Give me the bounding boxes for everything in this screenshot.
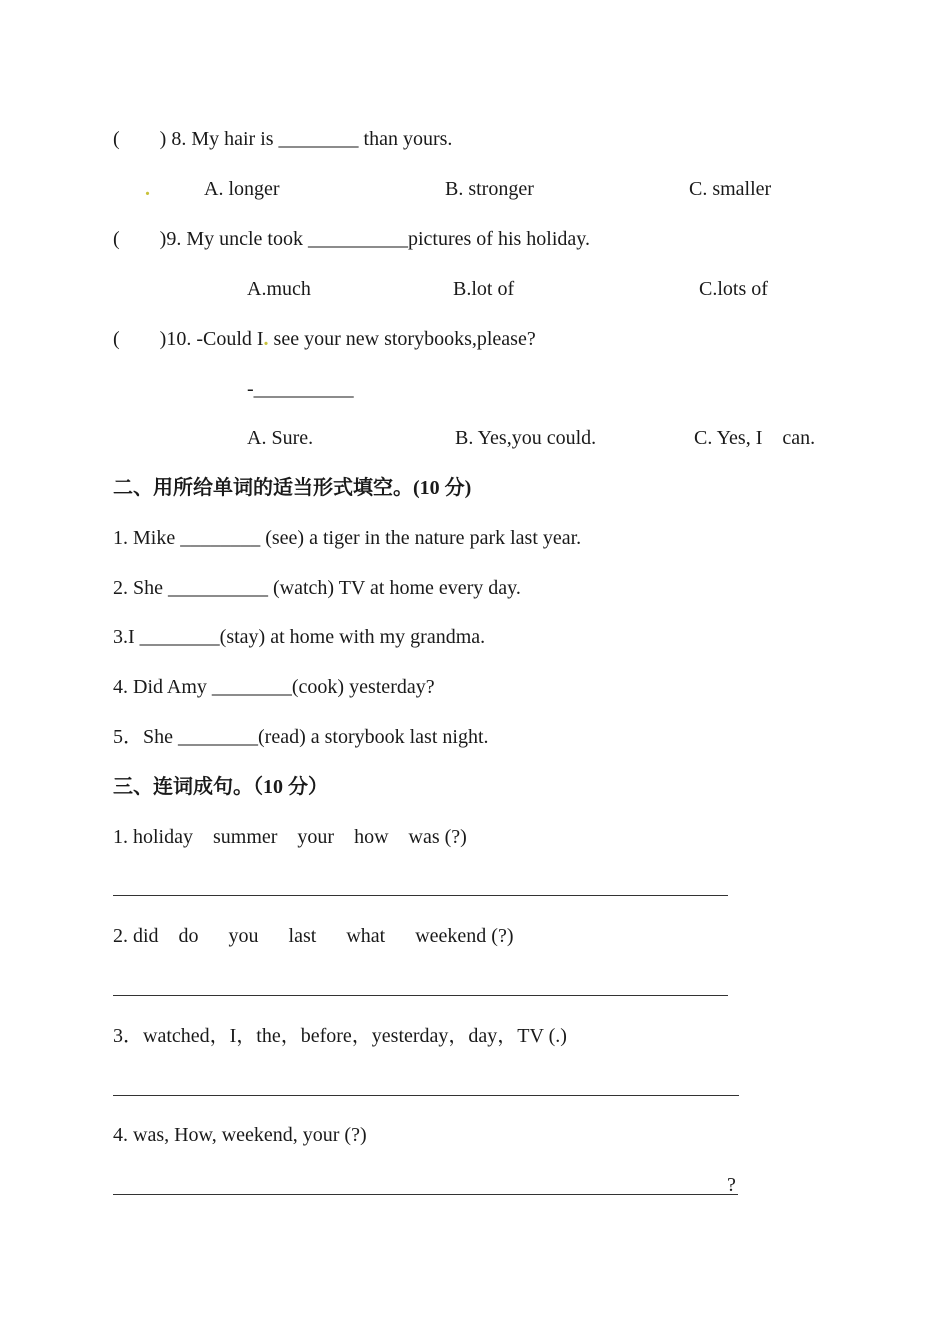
q8-option-a: A. longer: [204, 178, 280, 200]
section-3-item: 1. holiday summer your how was (?): [113, 826, 467, 848]
section-2-item: 3.I ________(stay) at home with my grandma.: [113, 626, 486, 648]
question-9: ( )9. My uncle took __________pictures of his holiday.: [113, 228, 590, 250]
section-3-item: 2. did do you last what weekend (?): [113, 925, 514, 947]
section-2-item: 1. Mike ________ (see) a tiger in the nature park last year.: [113, 527, 582, 549]
q10-option-a: A. Sure.: [247, 427, 314, 449]
q8-option-c: C. smaller: [689, 178, 772, 200]
question-10-prefix: ( )10. -Could I: [113, 328, 264, 350]
q9-option-a: A.much: [247, 278, 311, 300]
answer-line: [113, 1194, 738, 1195]
answer-line: [113, 1095, 739, 1096]
q9-option-b: B.lot of: [453, 278, 515, 300]
section-2-item: 2. She __________ (watch) TV at home every day.: [113, 577, 521, 599]
section-2-item: 4. Did Amy ________(cook) yesterday?: [113, 676, 435, 698]
section-3-heading: 三、连词成句。（10 分）: [113, 776, 328, 798]
answer-line: [113, 995, 728, 996]
decorative-dot: .: [263, 328, 269, 350]
decorative-dot: .: [145, 178, 150, 200]
question-10-suffix: see your new storybooks,please?: [268, 328, 536, 350]
section-2-heading: 二、用所给单词的适当形式填空。(10 分): [113, 477, 472, 499]
question-8: ( ) 8. My hair is ________ than yours.: [113, 128, 453, 150]
q10-option-b: B. Yes,you could.: [455, 427, 597, 449]
section-2-item: 5．She ________(read) a storybook last night.: [113, 726, 489, 748]
q10-answer-blank: -__________: [247, 378, 354, 400]
q8-option-b: B. stronger: [445, 178, 534, 200]
section-3-item: 4. was, How, weekend, your (?): [113, 1124, 367, 1146]
question-10: [113, 327, 536, 351]
section-3-item: 3．watched，I，the，before，yesterday，day，TV (.): [113, 1025, 567, 1047]
q10-option-c: C. Yes, I can.: [694, 427, 816, 449]
q9-option-c: C.lots of: [699, 278, 768, 300]
end-question-mark: ?: [727, 1174, 736, 1196]
answer-line: [113, 895, 728, 896]
